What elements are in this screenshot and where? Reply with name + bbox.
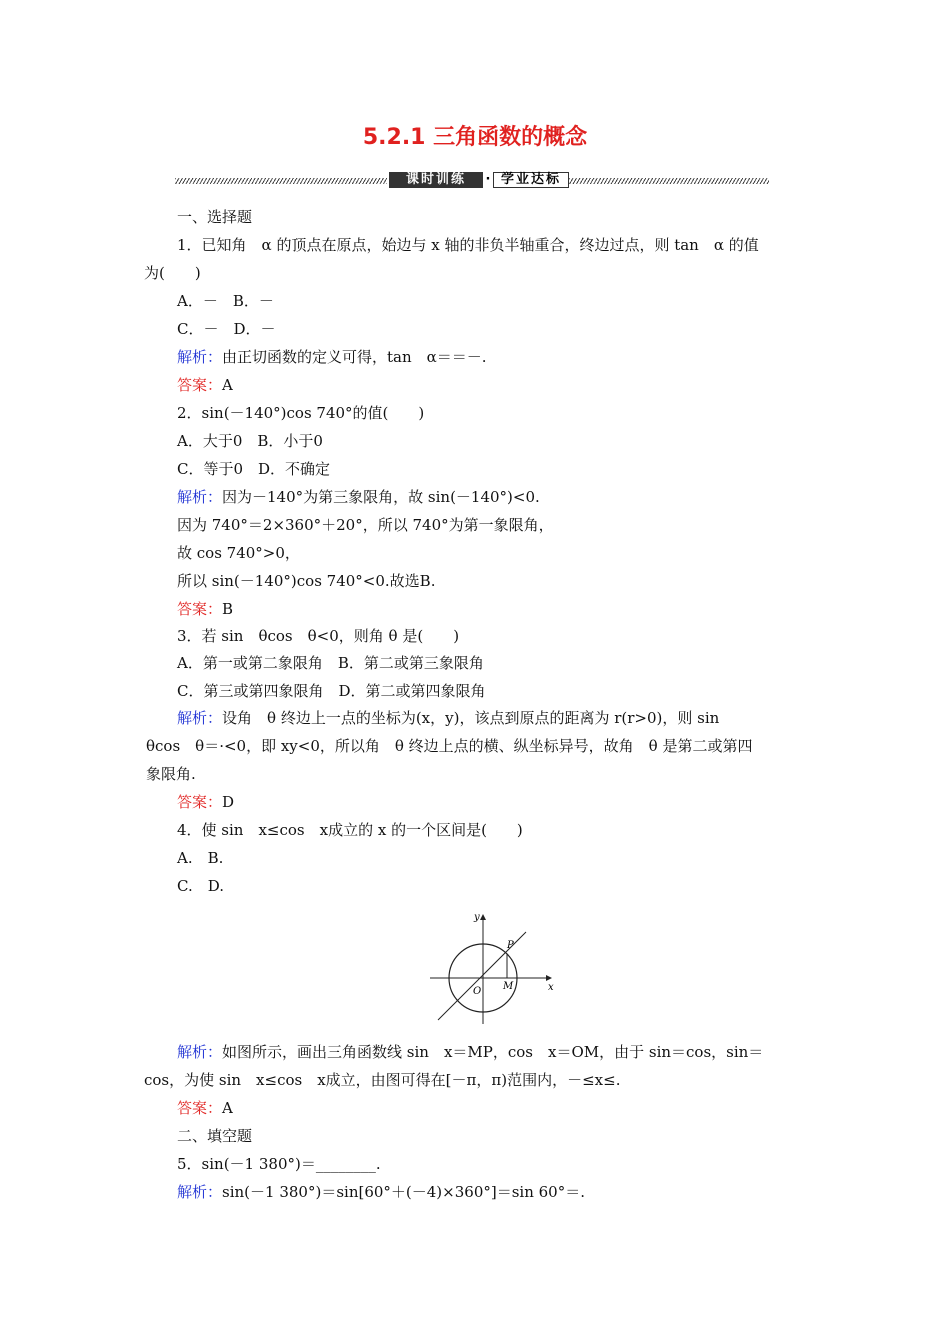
question-3-stem: 3．若 sin θcos θ<0，则角 θ 是( ) bbox=[177, 627, 460, 645]
section-heading-fill: 二、填空题 bbox=[177, 1127, 253, 1145]
analysis-text: 因为－140°为第三象限角，故 sin(－140°)<0. bbox=[222, 488, 540, 506]
label-M: M bbox=[503, 981, 514, 992]
banner-hatch-right bbox=[569, 178, 769, 184]
analysis-label: 解析： bbox=[177, 1043, 223, 1061]
banner-tag-practice: 课时训练 bbox=[389, 172, 483, 188]
answer-value: A bbox=[222, 1099, 233, 1117]
answer-value: A bbox=[222, 376, 233, 394]
question-3-options-cd: C．第三或第四象限角 D．第二或第四象限角 bbox=[177, 682, 486, 700]
answer-label: 答案： bbox=[177, 376, 223, 394]
answer-value: D bbox=[222, 793, 235, 811]
question-1-analysis bbox=[177, 347, 487, 367]
question-5-analysis bbox=[177, 1182, 585, 1202]
analysis-label: 解析： bbox=[177, 709, 223, 727]
banner-dot: · bbox=[485, 172, 491, 187]
analysis-text: sin(－1 380°)＝sin[60°＋(－4)×360°]＝sin 60°＝. bbox=[222, 1183, 585, 1201]
question-4-analysis-2: cos，为使 sin x≤cos x成立，由图可得在[－π，π)范围内，－≤x≤. bbox=[144, 1071, 621, 1089]
question-4-stem: 4．使 sin x≤cos x成立的 x 的一个区间是( ) bbox=[177, 821, 523, 839]
label-P: P bbox=[507, 940, 514, 951]
question-2-analysis bbox=[177, 487, 540, 507]
analysis-label: 解析： bbox=[177, 488, 223, 506]
question-2-analysis-2: 因为 740°＝2×360°＋20°，所以 740°为第一象限角， bbox=[177, 516, 554, 534]
label-x: x bbox=[548, 982, 554, 993]
analysis-text: 由正切函数的定义可得，tan α＝＝－. bbox=[222, 348, 487, 366]
question-1-options-ab: A．－ B．－ bbox=[177, 292, 274, 310]
question-2-options-cd: C．等于0 D．不确定 bbox=[177, 460, 331, 478]
question-1-stem: 1．已知角 α 的顶点在原点，始边与 x 轴的非负半轴重合，终边过点，则 tan α 的值 bbox=[177, 236, 759, 254]
question-2-stem: 2．sin(－140°)cos 740°的值( ) bbox=[177, 404, 425, 422]
analysis-label: 解析： bbox=[177, 1183, 223, 1201]
question-3-answer bbox=[177, 792, 234, 812]
question-3-analysis bbox=[177, 708, 719, 728]
section-banner bbox=[175, 172, 769, 190]
question-2-analysis-4: 所以 sin(－140°)cos 740°<0.故选B. bbox=[177, 572, 436, 590]
answer-label: 答案： bbox=[177, 793, 223, 811]
label-O: O bbox=[473, 986, 482, 997]
question-3-options-ab: A．第一或第二象限角 B．第二或第三象限角 bbox=[177, 654, 484, 672]
question-1-stem-cont: 为( ) bbox=[144, 264, 201, 282]
page-title: 5.2.1 三角函数的概念 bbox=[362, 125, 588, 150]
question-2-options-ab: A．大于0 B．小于0 bbox=[177, 432, 323, 450]
answer-label: 答案： bbox=[177, 1099, 223, 1117]
y-axis-arrow bbox=[480, 914, 486, 920]
answer-label: 答案： bbox=[177, 600, 223, 618]
banner-hatch-left bbox=[175, 178, 387, 184]
question-2-answer bbox=[177, 599, 233, 619]
question-4-options-ab: A. B. bbox=[177, 849, 224, 867]
question-5-stem: 5．sin(－1 380°)＝________. bbox=[177, 1155, 381, 1173]
question-4-analysis bbox=[177, 1042, 763, 1062]
analysis-text: 如图所示，画出三角函数线 sin x＝MP，cos x＝OM，由于 sin＝cos，sin＝ bbox=[222, 1043, 764, 1061]
question-1-answer bbox=[177, 375, 233, 395]
analysis-text: 设角 θ 终边上一点的坐标为(x，y)，该点到原点的距离为 r(r>0)，则 sin bbox=[222, 709, 720, 727]
analysis-label: 解析： bbox=[177, 348, 223, 366]
question-4-answer bbox=[177, 1098, 233, 1118]
banner-tag-standard: 学业达标 bbox=[493, 172, 569, 188]
unit-circle-figure bbox=[428, 908, 558, 1026]
question-3-analysis-2: θcos θ＝·<0，即 xy<0，所以角 θ 终边上点的横、纵坐标异号，故角 θ 是第二或第四 bbox=[146, 737, 753, 755]
question-4-options-cd: C. D. bbox=[177, 877, 224, 895]
answer-value: B bbox=[222, 600, 234, 618]
label-y: y bbox=[474, 912, 480, 923]
question-2-analysis-3: 故 cos 740°>0， bbox=[177, 544, 300, 562]
question-3-analysis-3: 象限角. bbox=[146, 765, 196, 783]
section-heading-choice: 一、选择题 bbox=[177, 208, 253, 226]
question-1-options-cd: C．－ D．－ bbox=[177, 320, 276, 338]
x-axis-arrow bbox=[546, 975, 552, 981]
